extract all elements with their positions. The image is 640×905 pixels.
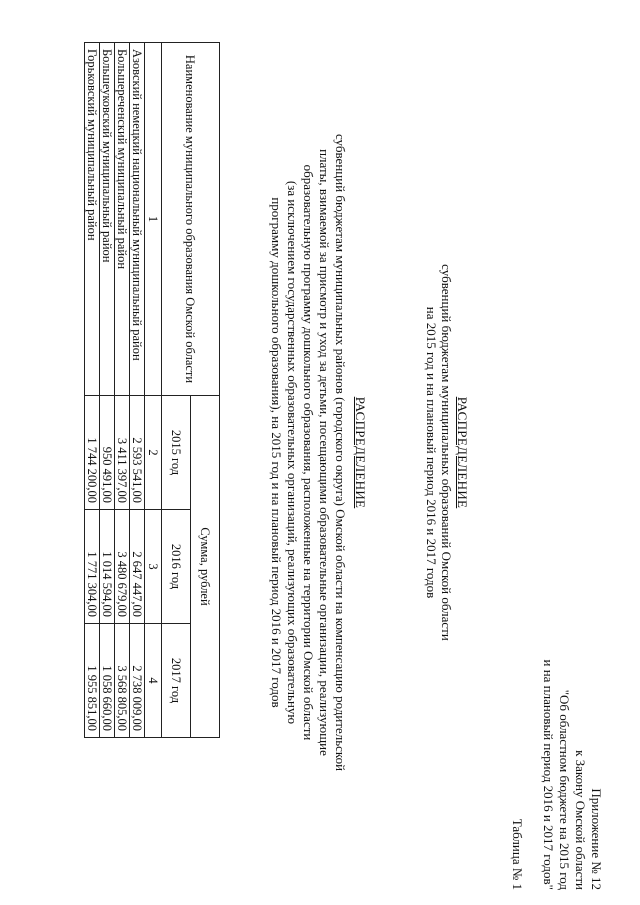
distribution-1-line-1: субвенций бюджетам муниципальных образований Омской области xyxy=(439,264,455,641)
header-municipality: Наименование муниципального образования Омской области xyxy=(162,43,220,396)
distribution-block-1 xyxy=(424,0,471,905)
row-name: Горьковский муниципальный район xyxy=(85,43,100,396)
table-row xyxy=(85,43,100,738)
row-value-2015: 1 744 200,00 xyxy=(85,396,100,510)
row-value-2016: 1 771 304,00 xyxy=(85,510,100,624)
row-value-2016: 2 647 447,00 xyxy=(130,510,145,624)
distribution-2-line-1: субвенций бюджетам муниципальных районов (городского округа) Омской области на компенсацию родительской xyxy=(333,133,348,772)
distribution-2-line-4: (за исключением государственных образовательных организаций, реализующих образовательную xyxy=(285,180,300,725)
subsidy-table xyxy=(84,42,220,738)
distribution-1-line-2: на 2015 год и на плановый период 2016 и 2017 годов xyxy=(424,306,439,599)
col-index-4: 4 xyxy=(145,624,162,738)
table-number: Таблица № 1 xyxy=(510,818,525,890)
appendix-line-3: "Об областном бюджете на 2015 год xyxy=(557,689,572,890)
row-value-2015: 950 491,00 xyxy=(100,396,115,510)
row-value-2015: 3 411 397,00 xyxy=(115,396,130,510)
row-name: Большереченский муниципальный район xyxy=(115,43,130,396)
table-row xyxy=(130,43,145,738)
distribution-block-2 xyxy=(268,0,368,905)
header-year-2015: 2015 год xyxy=(162,396,191,510)
table-index-row xyxy=(145,43,162,738)
row-value-2016: 1 014 594,00 xyxy=(100,510,115,624)
row-name: Большеуковский муниципальный район xyxy=(100,43,115,396)
appendix-header xyxy=(540,580,604,890)
col-index-3: 3 xyxy=(145,510,162,624)
appendix-line-2: к Закону Омской области xyxy=(573,750,588,890)
header-year-2016: 2016 год xyxy=(162,510,191,624)
table-row xyxy=(100,43,115,738)
header-sum: Сумма, рублей xyxy=(191,396,220,738)
row-value-2017: 2 738 009,00 xyxy=(130,624,145,738)
table-header-row xyxy=(191,43,220,738)
col-index-1: 1 xyxy=(145,43,162,396)
appendix-line-4: и на плановый период 2016 и 2017 годов" xyxy=(541,659,556,890)
appendix-line-1: Приложение № 12 xyxy=(589,788,604,890)
header-year-2017: 2017 год xyxy=(162,624,191,738)
distribution-2-title: РАСПРЕДЕЛЕНИЕ xyxy=(353,396,368,509)
distribution-1-title: РАСПРЕДЕЛЕНИЕ xyxy=(455,396,470,509)
row-value-2017: 3 568 805,00 xyxy=(115,624,130,738)
row-value-2017: 1 058 660,00 xyxy=(100,624,115,738)
table-row xyxy=(115,43,130,738)
row-name: Азовский немецкий национальный муниципальный район xyxy=(130,43,145,396)
row-value-2017: 1 955 851,00 xyxy=(85,624,100,738)
col-index-2: 2 xyxy=(145,396,162,510)
row-value-2016: 3 480 679,00 xyxy=(115,510,130,624)
distribution-2-line-3: образовательную программу дошкольного образования, расположенные на территории Омской области xyxy=(301,164,316,741)
distribution-2-line-2: платы, взимаемой за присмотр и уход за детьми, посещающими образовательные организации, реализующие xyxy=(317,149,332,756)
distribution-2-line-5: программу дошкольного образования), на 2015 год и на плановый период 2016 и 2017 годов xyxy=(269,197,284,708)
row-value-2015: 2 593 541,00 xyxy=(130,396,145,510)
